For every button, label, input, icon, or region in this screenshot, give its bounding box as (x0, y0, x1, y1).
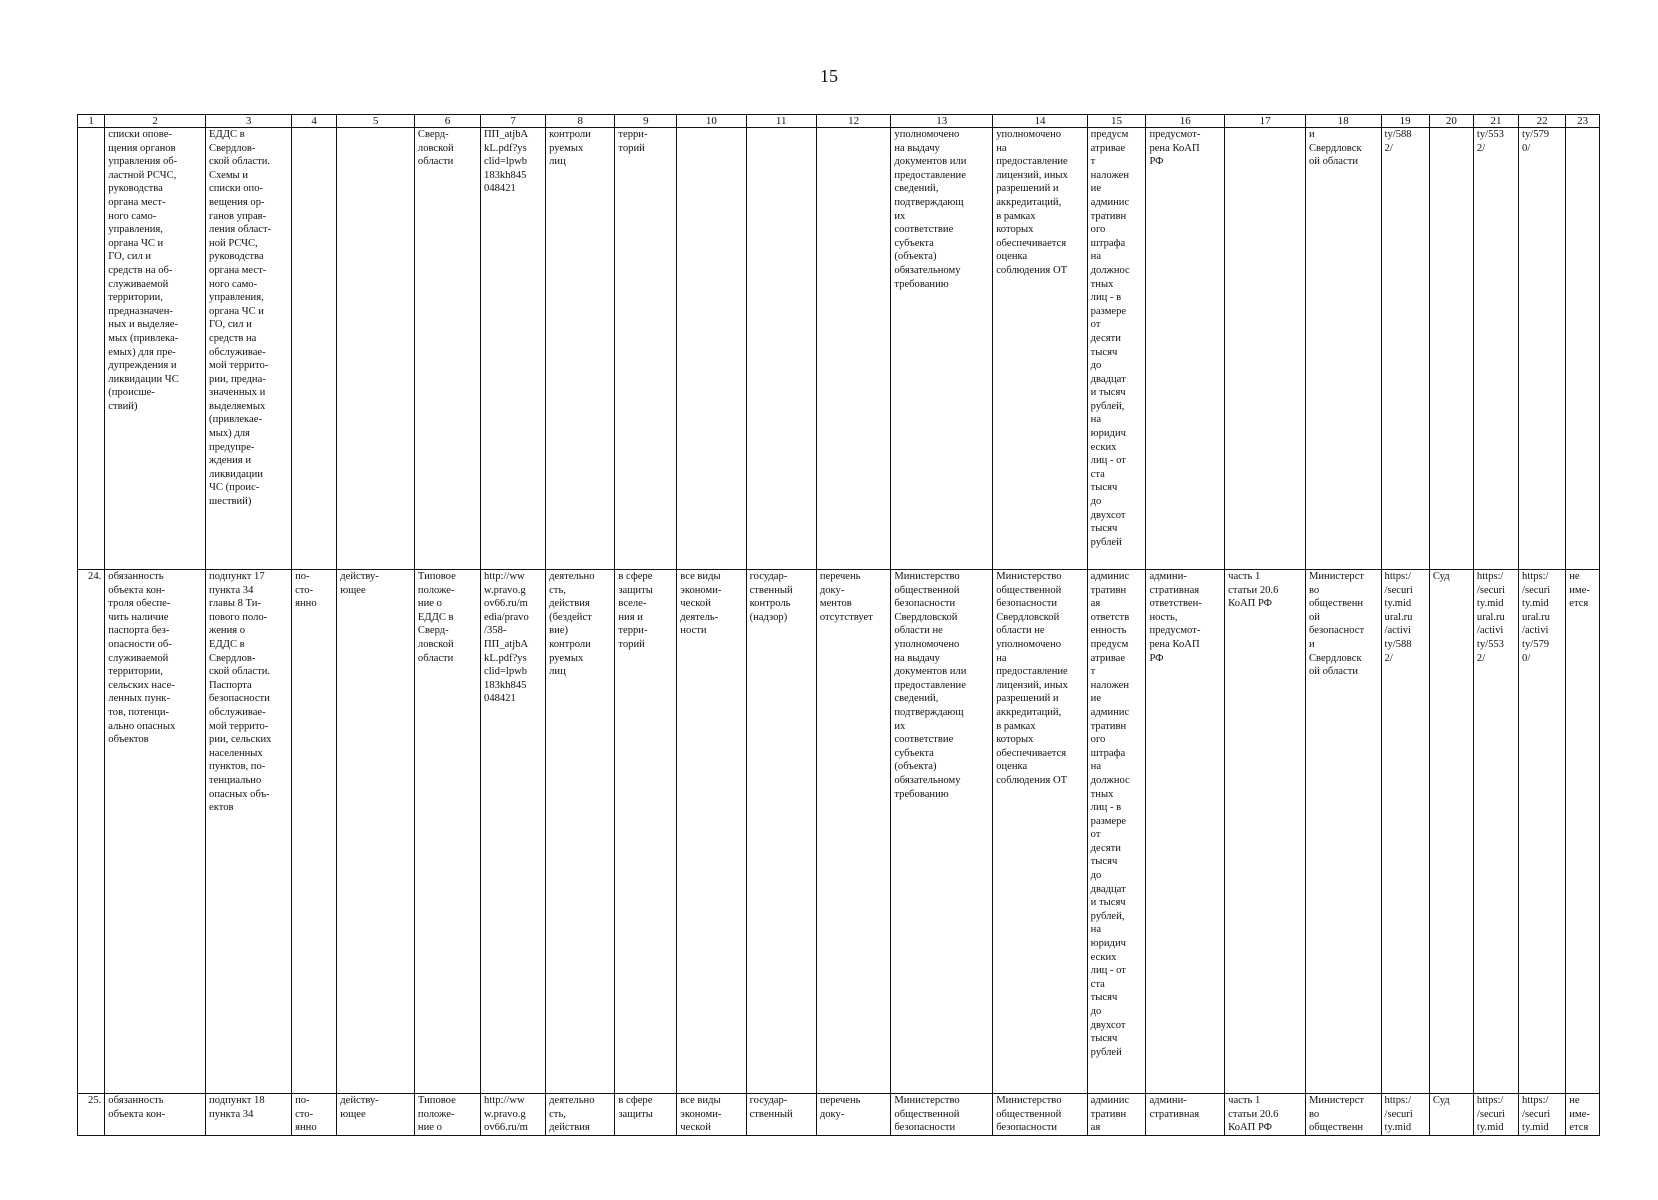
table-cell (78, 128, 105, 570)
table-cell: деятельно сть, действия (бездейст вие) контроли руемых лиц (546, 570, 615, 1094)
table-body (78, 115, 1600, 1136)
table-cell: часть 1 статьи 20.6 КоАП РФ (1225, 1094, 1306, 1136)
table-cell: https:/ /securi ty.mid (1519, 1094, 1566, 1136)
table-cell: ty/588 2/ (1381, 128, 1429, 570)
table-cell: ty/553 2/ (1473, 128, 1518, 570)
table-cell: админис тративн ая ответств енность предусм атривае т наложен ие админис тративн ого штрафа на должнос тных лиц - в размере от десяти тысяч до двадцат и тысяч рублей, на юридич еских лиц - от ста тысяч до двухсот тысяч рублей (1087, 570, 1146, 1094)
table-cell: часть 1 статьи 20.6 КоАП РФ (1225, 570, 1306, 1094)
table-cell: Министерст во общественн ой безопасност и Свердловск ой области (1305, 570, 1381, 1094)
table-cell: уполномочено на предоставление лицензий, иных разрешений и аккредитаций, в рамках которых обеспечивается оценка соблюдения ОТ (993, 128, 1087, 570)
table-cell (292, 128, 337, 570)
column-number: 8 (546, 115, 615, 128)
table-cell: списки опове- щения органов управления об- ластной РСЧС, руководства органа мест- ного само- управления, органа ЧС и ГО, сил и средств на об- служиваемой территории, предназначен- ных и выделяе- мых (привлека- емых) для пре- дупреждения и ликвидации ЧС (происше- ствий) (105, 128, 206, 570)
table-cell: 24. (78, 570, 105, 1094)
table-cell: не име- ется (1566, 1094, 1600, 1136)
table-cell: терри- торий (615, 128, 677, 570)
column-number: 10 (677, 115, 746, 128)
table-cell: не име- ется (1566, 570, 1600, 1094)
table-cell: 25. (78, 1094, 105, 1136)
table-cell: Министерство общественной безопасности Свердловской области не уполномочено на предоставление лицензий, иных разрешений и аккредитаций, в рамках которых обеспечивается оценка соблюдения ОТ (993, 570, 1087, 1094)
column-number: 9 (615, 115, 677, 128)
column-number: 18 (1305, 115, 1381, 128)
table-cell: все виды экономи- ческой деятель- ности (677, 570, 746, 1094)
table-cell: деятельно сть, действия (546, 1094, 615, 1136)
table-cell (1566, 128, 1600, 570)
table-cell: Сверд- ловской области (414, 128, 480, 570)
column-number: 23 (1566, 115, 1600, 128)
table-cell (816, 128, 891, 570)
table-cell: в сфере защиты (615, 1094, 677, 1136)
column-number: 1 (78, 115, 105, 128)
table-cell: государ- ственный контроль (надзор) (746, 570, 816, 1094)
table-cell: действу- ющее (337, 570, 415, 1094)
column-number: 4 (292, 115, 337, 128)
table-cell: админис тративн ая (1087, 1094, 1146, 1136)
column-number: 21 (1473, 115, 1518, 128)
table-row (78, 128, 1600, 570)
table-cell: перечень доку- (816, 1094, 891, 1136)
table-row (78, 570, 1600, 1094)
column-number: 7 (481, 115, 546, 128)
table-cell: Министерст во общественн (1305, 1094, 1381, 1136)
table-cell: https:/ /securi ty.mid ural.ru /activi ty/588 2/ (1381, 570, 1429, 1094)
column-number: 17 (1225, 115, 1306, 128)
table-cell: Министерство общественной безопасности (993, 1094, 1087, 1136)
table-cell: предусмот- рена КоАП РФ (1146, 128, 1225, 570)
table-cell: Министерство общественной безопасности (891, 1094, 993, 1136)
table-cell: ПП_atjbA kL.pdf?ys clid=lpwb 183kh845 048421 (481, 128, 546, 570)
table-cell: Суд (1429, 1094, 1473, 1136)
column-number: 5 (337, 115, 415, 128)
table-cell: контроли руемых лиц (546, 128, 615, 570)
table-cell: Типовое положе- ние о (414, 1094, 480, 1136)
table-cell: по- сто- янно (292, 570, 337, 1094)
table-cell: ty/579 0/ (1519, 128, 1566, 570)
column-number: 11 (746, 115, 816, 128)
table-cell: по- сто- янно (292, 1094, 337, 1136)
column-number: 14 (993, 115, 1087, 128)
table-cell: админи- стративная ответствен- ность, предусмот- рена КоАП РФ (1146, 570, 1225, 1094)
table-cell: уполномочено на выдачу документов или предоставление сведений, подтверждающ их соответствие субъекта (объекта) обязательному требованию (891, 128, 993, 570)
table-cell: и Свердловск ой области (1305, 128, 1381, 570)
column-number: 2 (105, 115, 206, 128)
regulation-table (77, 114, 1600, 1136)
table-cell: http://ww w.pravo.g ov66.ru/m edia/pravo /358- ПП_atjbA kL.pdf?ys clid=lpwb 183kh845 048421 (481, 570, 546, 1094)
page-number: 15 (820, 66, 838, 86)
table-cell (1429, 128, 1473, 570)
table-cell (746, 128, 816, 570)
table-cell: https:/ /securi ty.mid ural.ru /activi ty/553 2/ (1473, 570, 1518, 1094)
table-row (78, 1094, 1600, 1136)
table-cell: админи- стративная (1146, 1094, 1225, 1136)
table-cell: Типовое положе- ние о ЕДДС в Сверд- ловской области (414, 570, 480, 1094)
table-cell: https:/ /securi ty.mid (1381, 1094, 1429, 1136)
table-cell: Министерство общественной безопасности Свердловской области не уполномочено на выдачу документов или предоставление сведений, подтверждающ их соответствие субъекта (объекта) обязательному требованию (891, 570, 993, 1094)
column-number: 22 (1519, 115, 1566, 128)
column-number: 15 (1087, 115, 1146, 128)
table-cell: Суд (1429, 570, 1473, 1094)
table-cell: https:/ /securi ty.mid ural.ru /activi ty/579 0/ (1519, 570, 1566, 1094)
table-cell: ЕДДС в Свердлов- ской области. Схемы и списки опо- вещения ор- ганов управ- ления област- ной РСЧС, руководства органа мест- ного само- управления, органа ЧС и ГО, сил и средств на обслуживае- мой террито- рии, предна- значенных и выделяемых (привлекае- мых) для предупре- ждения и ликвидации ЧС (проис- шествий) (206, 128, 292, 570)
column-number: 19 (1381, 115, 1429, 128)
table-cell: все виды экономи- ческой (677, 1094, 746, 1136)
column-number: 13 (891, 115, 993, 128)
table-cell (1225, 128, 1306, 570)
table-cell: предусм атривае т наложен ие админис тративн ого штрафа на должнос тных лиц - в размере от десяти тысяч до двадцат и тысяч рублей, на юридич еских лиц - от ста тысяч до двухсот тысяч рублей (1087, 128, 1146, 570)
column-number: 16 (1146, 115, 1225, 128)
table-cell: действу- ющее (337, 1094, 415, 1136)
column-number: 12 (816, 115, 891, 128)
table-cell: http://ww w.pravo.g ov66.ru/m (481, 1094, 546, 1136)
table-cell: перечень доку- ментов отсутствует (816, 570, 891, 1094)
table-cell: обязанность объекта кон- (105, 1094, 206, 1136)
table-cell: обязанность объекта кон- троля обеспе- чить наличие паспорта без- опасности об- служиваемой территории, сельских насе- ленных пунк- тов, потенци- ально опасных объектов (105, 570, 206, 1094)
table-cell: в сфере защиты вселе- ния и терри- торий (615, 570, 677, 1094)
column-number-row (78, 115, 1600, 128)
column-number: 3 (206, 115, 292, 128)
table-cell (677, 128, 746, 570)
table-cell (337, 128, 415, 570)
table-cell: государ- ственный (746, 1094, 816, 1136)
column-number: 6 (414, 115, 480, 128)
table-cell: https:/ /securi ty.mid (1473, 1094, 1518, 1136)
table-cell: подпункт 17 пункта 34 главы 8 Ти- пового поло- жения о ЕДДС в Свердлов- ской области. Паспорта безопасности обслуживае- мой террито- рии, сельских населенных пунктов, по- тенциально опасных объ- ектов (206, 570, 292, 1094)
column-number: 20 (1429, 115, 1473, 128)
table-cell: подпункт 18 пункта 34 (206, 1094, 292, 1136)
